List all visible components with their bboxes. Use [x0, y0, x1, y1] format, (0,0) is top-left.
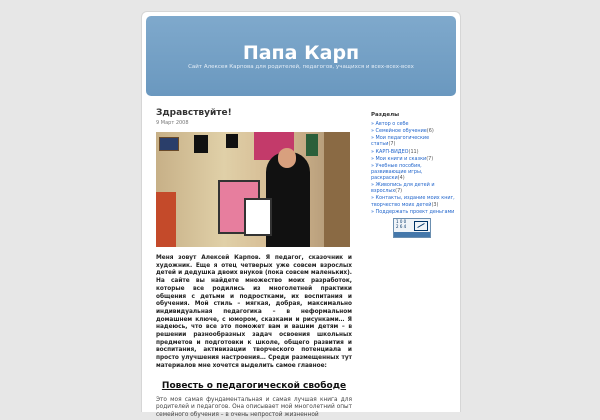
category-item: » Контакты, издание моих книг, творчество моих детей(3)	[371, 195, 455, 208]
category-item: » Мои педагогические статьи(7)	[371, 135, 430, 148]
category-list	[371, 121, 455, 215]
pedagogical-freedom-link[interactable]: Повесть о педагогической свободе	[161, 380, 347, 391]
post-date: 9 Март 2008	[156, 120, 189, 126]
category-item: » Поддержать проект деньгами	[371, 208, 455, 215]
category-item: » Семейное обучение(6)	[371, 128, 434, 135]
category-link[interactable]: Контакты, издание моих книг, творчество моих детей	[371, 195, 455, 208]
page-container	[141, 11, 461, 418]
category-link[interactable]: Поддержать проект деньгами	[375, 208, 455, 215]
sidebar	[371, 112, 455, 238]
sidebar-title: Разделы	[371, 112, 400, 118]
category-link[interactable]: Живопись для детей и взрослых	[371, 182, 435, 195]
category-link[interactable]: Мои педагогические статьи	[371, 135, 430, 148]
category-item: » Мои книги и сказки(7)	[371, 155, 434, 162]
counter-line-1: 1 0 0	[396, 218, 407, 224]
category-link[interactable]: Автор о себе	[375, 121, 409, 127]
category-link[interactable]: Мои книги и сказки	[375, 155, 427, 162]
counter-line-2: 2 6 4	[396, 223, 407, 229]
author-photo	[156, 132, 350, 247]
post-body-text: Меня зовут Алексей Карпов. Я педагог, сказочник и художник. Еще я отец четверых уже совсем взрослых детей и дедушка двоих внуков (пока совсем маленьких). На сайте вы найдете множество моих разработок, которые все родились из многолетней практики общения с детьми и подростками, их воспитания и обучения. Мой стиль – мягкая, добрая, максимально индивидуальная педагогика – в неформальном домашнем ключе, с юмором, сказками и рисунками… Я надеюсь, что все это поможет вам и вашим детям – в решении разнообразных задач освоения школьных предметов и подготовки к школе, общего развития и воспитания, активизации творческого потенциала и просто улучшения настроения… Среди размещенных тут материалов мне хочется выделить самое главное:	[156, 255, 352, 369]
main-content	[156, 108, 352, 420]
category-link[interactable]: Учебные пособия, развивающие игры, раскраски	[371, 162, 423, 181]
blog-title-link[interactable]: Папа Карп	[242, 42, 360, 64]
category-item: » Автор о себе	[371, 121, 409, 127]
blog-header	[146, 16, 456, 96]
visit-counter[interactable]	[393, 218, 431, 238]
category-item: » Учебные пособия, развивающие игры, раскраски(4)	[371, 162, 423, 181]
category-link[interactable]: Семейное обучение	[375, 128, 427, 135]
counter-logo	[394, 232, 430, 237]
category-item: » КАРП-ВИДЕО(11)	[371, 148, 419, 155]
post-title[interactable]: Здравствуйте!	[156, 108, 232, 118]
post-body-text-2: Это моя самая фундаментальная и самая лучшая книга для родителей и педагогов. Она описывает мой многолетний опыт семейного обучения – в очень непростой жизненной	[156, 396, 352, 418]
category-link[interactable]: КАРП-ВИДЕО	[375, 148, 409, 155]
category-item: » Живопись для детей и взрослых(7)	[371, 182, 435, 195]
blog-description: Сайт Алексея Карпова для родителей, педагогов, учащихся и всех-всех-всех	[188, 64, 414, 70]
counter-graph-icon	[414, 221, 428, 231]
